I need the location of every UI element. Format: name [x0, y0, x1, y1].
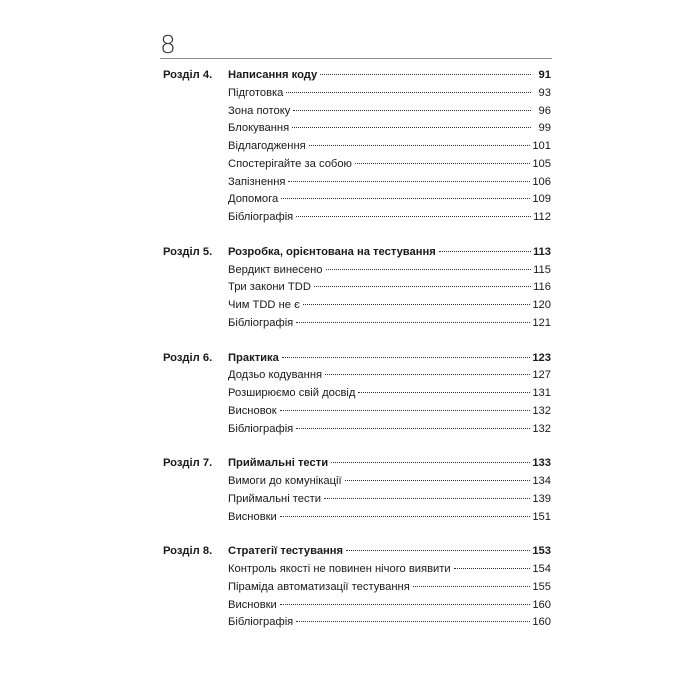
toc-section-row	[163, 191, 551, 209]
section-page: 109	[532, 193, 551, 206]
toc-section-row	[163, 614, 551, 632]
chapter-page: 91	[538, 69, 551, 81]
section-title: Додзьо кодування	[228, 369, 323, 382]
section-page: 160	[532, 598, 551, 611]
dot-leader	[314, 286, 531, 287]
section-page: 106	[532, 175, 551, 188]
dot-leader	[355, 163, 530, 164]
dot-leader	[325, 374, 530, 375]
chapter-number: Розділ 7.	[163, 457, 213, 470]
dot-leader	[280, 410, 531, 411]
section-page: 155	[532, 580, 551, 593]
chapter-title: Практика	[228, 351, 279, 364]
toc-section-row	[163, 297, 551, 315]
chapter-number: Розділ 5.	[163, 245, 213, 258]
section-title: Блокування	[228, 122, 290, 135]
toc-section-row	[163, 174, 551, 192]
toc-section-row	[163, 103, 551, 121]
toc-section-row	[163, 403, 551, 421]
toc-section-row	[163, 315, 551, 333]
chapter-title: Стратегії тестування	[228, 545, 344, 558]
section-title: Висновки	[228, 510, 277, 523]
toc-section-row	[163, 85, 551, 103]
section-page: 121	[532, 316, 551, 329]
toc-section-row	[163, 367, 551, 385]
dot-leader	[296, 216, 531, 217]
section-title: Бібліографія	[228, 422, 294, 435]
section-title: Висновок	[228, 404, 277, 417]
dot-leader	[282, 357, 530, 358]
chapter-title: Написання коду	[228, 69, 318, 81]
section-page: 139	[532, 492, 551, 505]
chapter-page: 113	[532, 245, 551, 258]
section-title: Три закони TDD	[228, 281, 311, 294]
chapter-title: Приймальні тести	[228, 457, 329, 470]
chapter-number: Розділ 4.	[163, 69, 213, 81]
dot-leader	[454, 568, 531, 569]
section-title: Приймальні тести	[228, 492, 321, 505]
table-of-contents	[163, 67, 551, 632]
toc-chapter-row	[163, 67, 551, 85]
section-title: Висновки	[228, 598, 277, 611]
dot-leader	[280, 604, 531, 605]
section-page: 160	[532, 616, 551, 629]
chapter-number: Розділ 8.	[163, 545, 213, 558]
section-title: Вимоги до комунікації	[228, 475, 342, 487]
section-title: Підготовка	[228, 86, 284, 99]
section-page: 131	[532, 387, 551, 399]
toc-section-row	[163, 156, 551, 174]
toc-section-row	[163, 279, 551, 297]
dot-leader	[320, 74, 531, 75]
dot-leader	[286, 92, 531, 93]
chapter-number: Розділ 6.	[163, 351, 213, 364]
chapter-title: Розробка, орієнтована на тестування	[228, 245, 436, 258]
section-title: Бібліографія	[228, 211, 294, 223]
dot-leader	[439, 251, 531, 252]
section-title: Запізнення	[228, 175, 286, 188]
section-title: Відлагодження	[228, 140, 306, 152]
section-page: 120	[532, 299, 551, 311]
toc-section-row	[163, 473, 551, 491]
section-page: 93	[538, 86, 551, 99]
dot-leader	[296, 428, 530, 429]
section-title: Зона потоку	[228, 104, 291, 117]
dot-leader	[296, 322, 530, 323]
toc-section-row	[163, 385, 551, 403]
dot-leader	[292, 127, 531, 128]
toc-section-row	[163, 597, 551, 615]
dot-leader	[345, 480, 531, 481]
section-title: Бібліографія	[228, 616, 294, 629]
dot-leader	[288, 181, 530, 182]
toc-section-row	[163, 509, 551, 527]
page-number: 8	[160, 30, 176, 59]
dot-leader	[346, 550, 530, 551]
dot-leader	[293, 110, 531, 111]
chapter-page: 153	[532, 545, 551, 558]
section-page: 132	[532, 404, 551, 417]
dot-leader	[413, 586, 531, 587]
dot-leader	[309, 145, 531, 146]
toc-section-row	[163, 262, 551, 280]
toc-section-row	[163, 120, 551, 138]
section-page: 115	[533, 263, 551, 276]
section-title: Контроль якості не повинен нічого виявити	[228, 563, 451, 575]
toc-section-row	[163, 561, 551, 579]
dot-leader	[280, 516, 531, 517]
section-page: 105	[532, 157, 551, 170]
section-title: Чим TDD не є	[228, 299, 300, 311]
section-page: 127	[532, 369, 551, 382]
toc-chapter-row	[163, 244, 551, 262]
toc-section-row	[163, 491, 551, 509]
section-page: 151	[532, 510, 551, 523]
dot-leader	[303, 304, 531, 305]
header-rule	[160, 58, 552, 59]
section-page: 96	[538, 104, 551, 117]
section-page: 99	[538, 122, 551, 135]
toc-chapter-row	[163, 350, 551, 368]
toc-section-row	[163, 138, 551, 156]
toc-section-row	[163, 579, 551, 597]
dot-leader	[296, 621, 530, 622]
dot-leader	[331, 462, 530, 463]
dot-leader	[281, 198, 530, 199]
section-title: Піраміда автоматизації тестування	[228, 580, 410, 593]
dot-leader	[326, 269, 532, 270]
toc-chapter-row	[163, 455, 551, 473]
section-title: Спостерігайте за собою	[228, 157, 352, 170]
toc-section-row	[163, 209, 551, 227]
dot-leader	[324, 498, 530, 499]
section-page: 112	[533, 211, 551, 223]
section-page: 132	[532, 422, 551, 435]
section-title: Вердикт винесено	[228, 263, 323, 276]
section-page: 101	[532, 140, 551, 152]
section-page: 154	[532, 563, 551, 575]
toc-section-row	[163, 421, 551, 439]
section-title: Допомога	[228, 193, 279, 206]
toc-chapter-row	[163, 543, 551, 561]
section-page: 134	[532, 475, 551, 487]
chapter-page: 133	[532, 457, 551, 470]
section-page: 116	[533, 281, 551, 294]
dot-leader	[358, 392, 530, 393]
chapter-page: 123	[532, 351, 551, 364]
section-title: Бібліографія	[228, 316, 294, 329]
section-title: Розширюємо свій досвід	[228, 387, 356, 399]
